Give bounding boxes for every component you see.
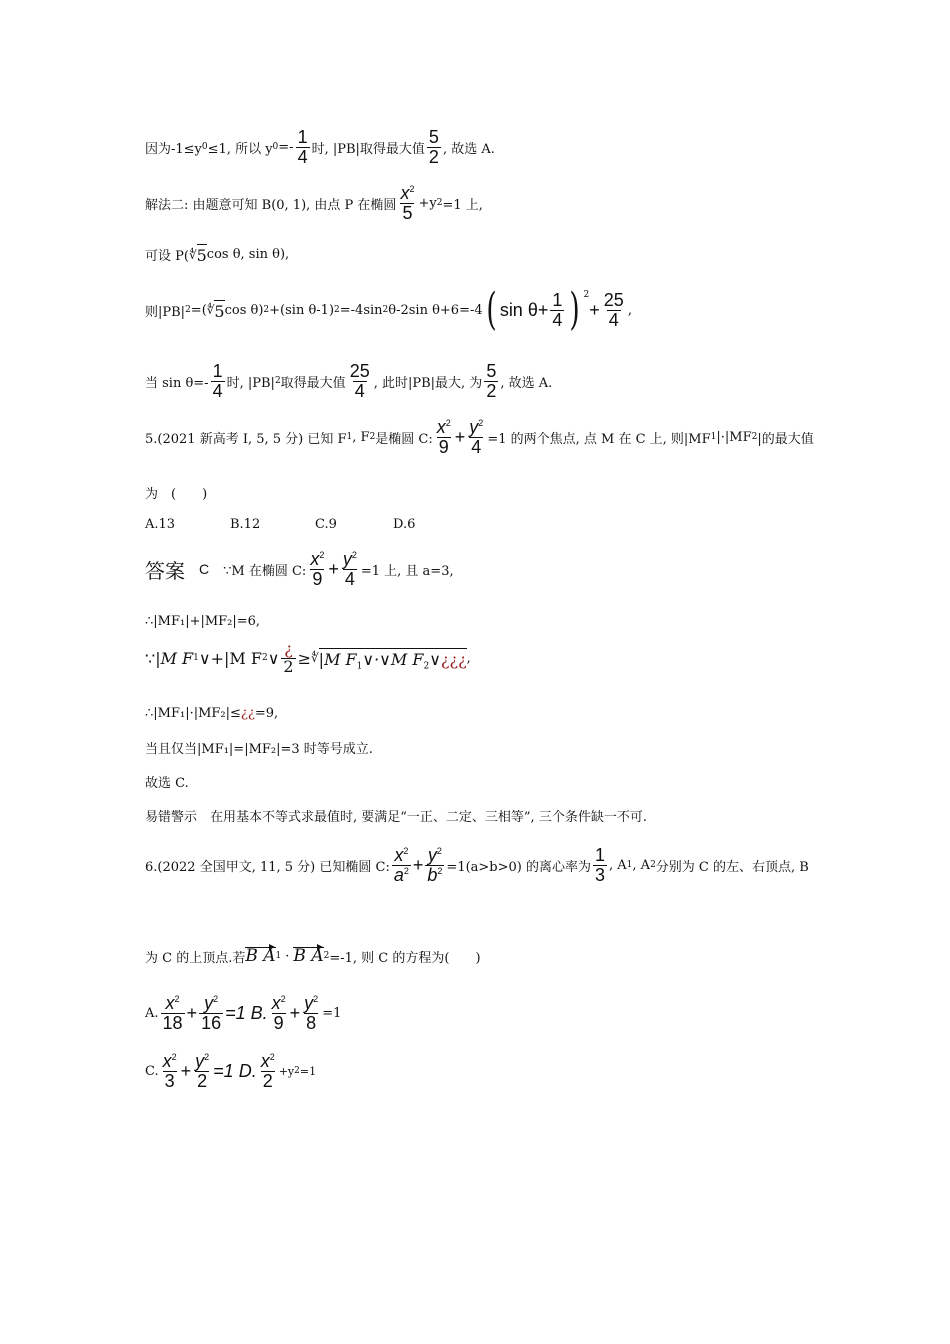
- question-5-continuation: 为 ( ): [145, 487, 208, 502]
- radicand: |M $F_1\vee\cdot\vee M$ $F_2\vee¿¿¿$: [318, 649, 467, 672]
- question-5: 5.(2021 新高考 Ⅰ, 5, 5 分) 已知 F 1 , F 2 是椭圆 C: $\frac{x^2}{9}$ + $\frac{y^2}{4}$ =1 的两个焦点, 点 M 在 C 上, 则|MF 1 |·|MF 2 |的最大值: [145, 417, 814, 457]
- answer-line-2: ∴|MF₁|+|MF₂|=6,: [145, 614, 261, 629]
- solution-line-4: 则|PB| 2 =( ∜ 5 cos θ) 2 +(sin θ-1) 2 =-4sin 2 θ-2sin θ+6=-4 ( sin θ+ $\frac{1}{4}$ ) 2 + $\frac{25}{4}$ ,: [145, 284, 632, 335]
- answer-line-6: 故选 C.: [145, 776, 189, 791]
- fraction-one-quarter: $\frac{1}{4}$: [297, 127, 308, 167]
- vector-BA2: B A: [293, 946, 324, 966]
- question-6-line-2: 为 C 的上顶点.若 B A 1 · B A 2 =-1, 则 C 的方程为( ): [145, 946, 481, 966]
- option-d[interactable]: D.6: [393, 517, 416, 532]
- left-paren: (: [486, 284, 497, 335]
- option-b[interactable]: B.12: [230, 517, 261, 532]
- solution-line-1: 因为-1≤y 0 ≤1, 所以 y 0 =- $\frac{1}{4}$ 时, |PB|取得最大值 $\frac{5}{2}$ , 故选 A.: [145, 127, 495, 167]
- fraction-five-halves: $\frac{5}{2}$: [428, 127, 439, 167]
- fraction-x2-over-5: $\frac{x^2}{5}$: [400, 183, 415, 223]
- solution-line-5: 当 sin θ=- $\frac{1}{4}$ 时, |PB| 2 取得最大值 $\frac{25}{4}$ , 此时|PB|最大, 为 $\frac{5}{2}$ , 故选 A.: [145, 361, 553, 401]
- answer-label: 答案: [145, 558, 185, 583]
- answer-line-5: 当且仅当|MF₁|=|MF₂|=3 时等号成立.: [145, 742, 373, 757]
- answer-line-4: ∴|MF₁|·|MF₂|≤ ¿¿ =9,: [145, 706, 279, 721]
- vector-BA1: B A: [245, 946, 276, 966]
- radical-sign: ∜: [188, 247, 197, 262]
- answer-line-3: ∵ |M F 1 ∨+|M F 2 ∨ $\frac{¿}{2}$ ≥ ∜ |M $F_1\vee\cdot\vee M$ $F_2\vee¿¿¿$ ,: [145, 639, 471, 676]
- answer-line-1: 答案 C ∵M 在椭圆 C: $\frac{x^2}{9}$ + $\frac{y^2}{4}$ =1 上, 且 a=3,: [145, 549, 454, 589]
- right-paren: ): [569, 284, 581, 335]
- option-a[interactable]: A.13: [145, 517, 176, 532]
- option-c[interactable]: C.9: [315, 517, 337, 532]
- solution-line-3: 可设 P( ∜ 5 cos θ, sin θ),: [145, 246, 290, 265]
- solution-line-2: 解法二: 由题意可知 B(0, 1), 由点 P 在椭圆 $\frac{x^2}{5}$ +y 2 =1 上,: [145, 183, 483, 223]
- question-6-options-ab[interactable]: A. $\frac{x^2}{18}$ + $\frac{y^2}{16}$ =1 B. $\frac{x^2}{9}$ + $\frac{y^2}{8}$ =1: [145, 993, 342, 1033]
- question-5-options: [145, 517, 415, 532]
- error-warning-note: 易错警示 在用基本不等式求最值时, 要满足“一正、二定、三相等”, 三个条件缺一不可.: [145, 810, 647, 825]
- answer-letter: C: [199, 561, 210, 578]
- question-6-options-cd[interactable]: C. $\frac{x^2}{3}$ + $\frac{y^2}{2}$ =1 D. $\frac{x^2}{2}$ +y 2 =1: [145, 1051, 317, 1091]
- question-6: 6.(2022 全国甲文, 11, 5 分) 已知椭圆 C: $\frac{x^2}{a^2}$ + $\frac{y^2}{b^2}$ =1(a>b>0) 的离心率为 $\frac{1}{3}$ , A 1 , A 2 分别为 C 的左、右顶点, B: [145, 845, 809, 885]
